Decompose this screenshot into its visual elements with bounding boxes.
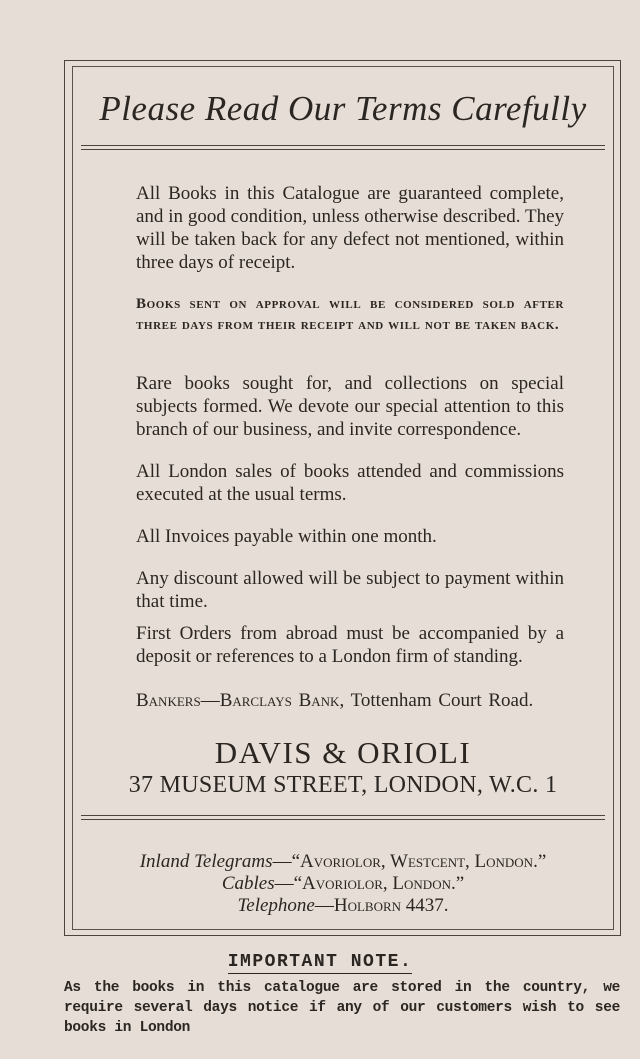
- telephone-value: —Holborn 4437.: [314, 895, 449, 916]
- firm-name: DAVIS & ORIOLI: [214, 735, 472, 770]
- telegrams-value: —“Avoriolor, Westcent, London.”: [272, 851, 547, 872]
- term-rare-books: Rare books sought for, and collections on special subjects formed. We devote our special attention to this branch of our business, and invite correspondence.: [136, 373, 564, 440]
- bank-suffix: Bank,: [291, 690, 345, 711]
- page-title: Please Read Our Terms Carefully: [99, 89, 587, 128]
- title-divider: [81, 145, 605, 150]
- important-note-heading: [0, 952, 640, 972]
- term-london-sales: All London sales of books attended and commissions executed at the usual terms.: [136, 461, 564, 505]
- telephone-label: Telephone: [237, 895, 315, 916]
- bankers-line: [136, 689, 564, 712]
- bank-name: Barclays: [219, 690, 292, 711]
- telephone-line: [73, 895, 613, 917]
- term-discount: Any discount allowed will be subject to payment within that time.: [136, 568, 564, 612]
- bank-location: Tottenham Court Road.: [344, 690, 534, 711]
- term-first-orders: First Orders from abroad must be accompanied by a deposit or references to a London firm of standing.: [136, 623, 564, 667]
- important-note-text: As the books in this catalogue are stored in the country, we require several days notice if any of our customers wish to see books in London: [64, 980, 620, 1036]
- page-border: [64, 60, 621, 936]
- term-approval: Books sent on approval will be considered sold after three days from their receipt and will not be taken back.: [136, 296, 564, 333]
- inner-border: [72, 66, 614, 930]
- bankers-label: Bankers: [136, 690, 201, 711]
- telegrams-label: Inland Telegrams: [139, 851, 273, 872]
- cables-line: [73, 873, 613, 895]
- cables-label: Cables: [221, 873, 275, 894]
- term-guarantee: All Books in this Catalogue are guaranteed complete, and in good condition, unless otherwise described. They will be taken back for any defect not mentioned, within three days of receipt.: [136, 183, 564, 273]
- contact-divider: [81, 815, 605, 820]
- cables-value: —“Avoriolor, London.”: [274, 873, 465, 894]
- firm-address: 37 MUSEUM STREET, LONDON, W.C. 1: [128, 772, 558, 798]
- important-note-heading-text: IMPORTANT NOTE.: [227, 952, 413, 972]
- bankers-dash: —: [200, 690, 220, 711]
- term-invoices: All Invoices payable within one month.: [136, 526, 437, 547]
- telegrams-line: [73, 851, 613, 873]
